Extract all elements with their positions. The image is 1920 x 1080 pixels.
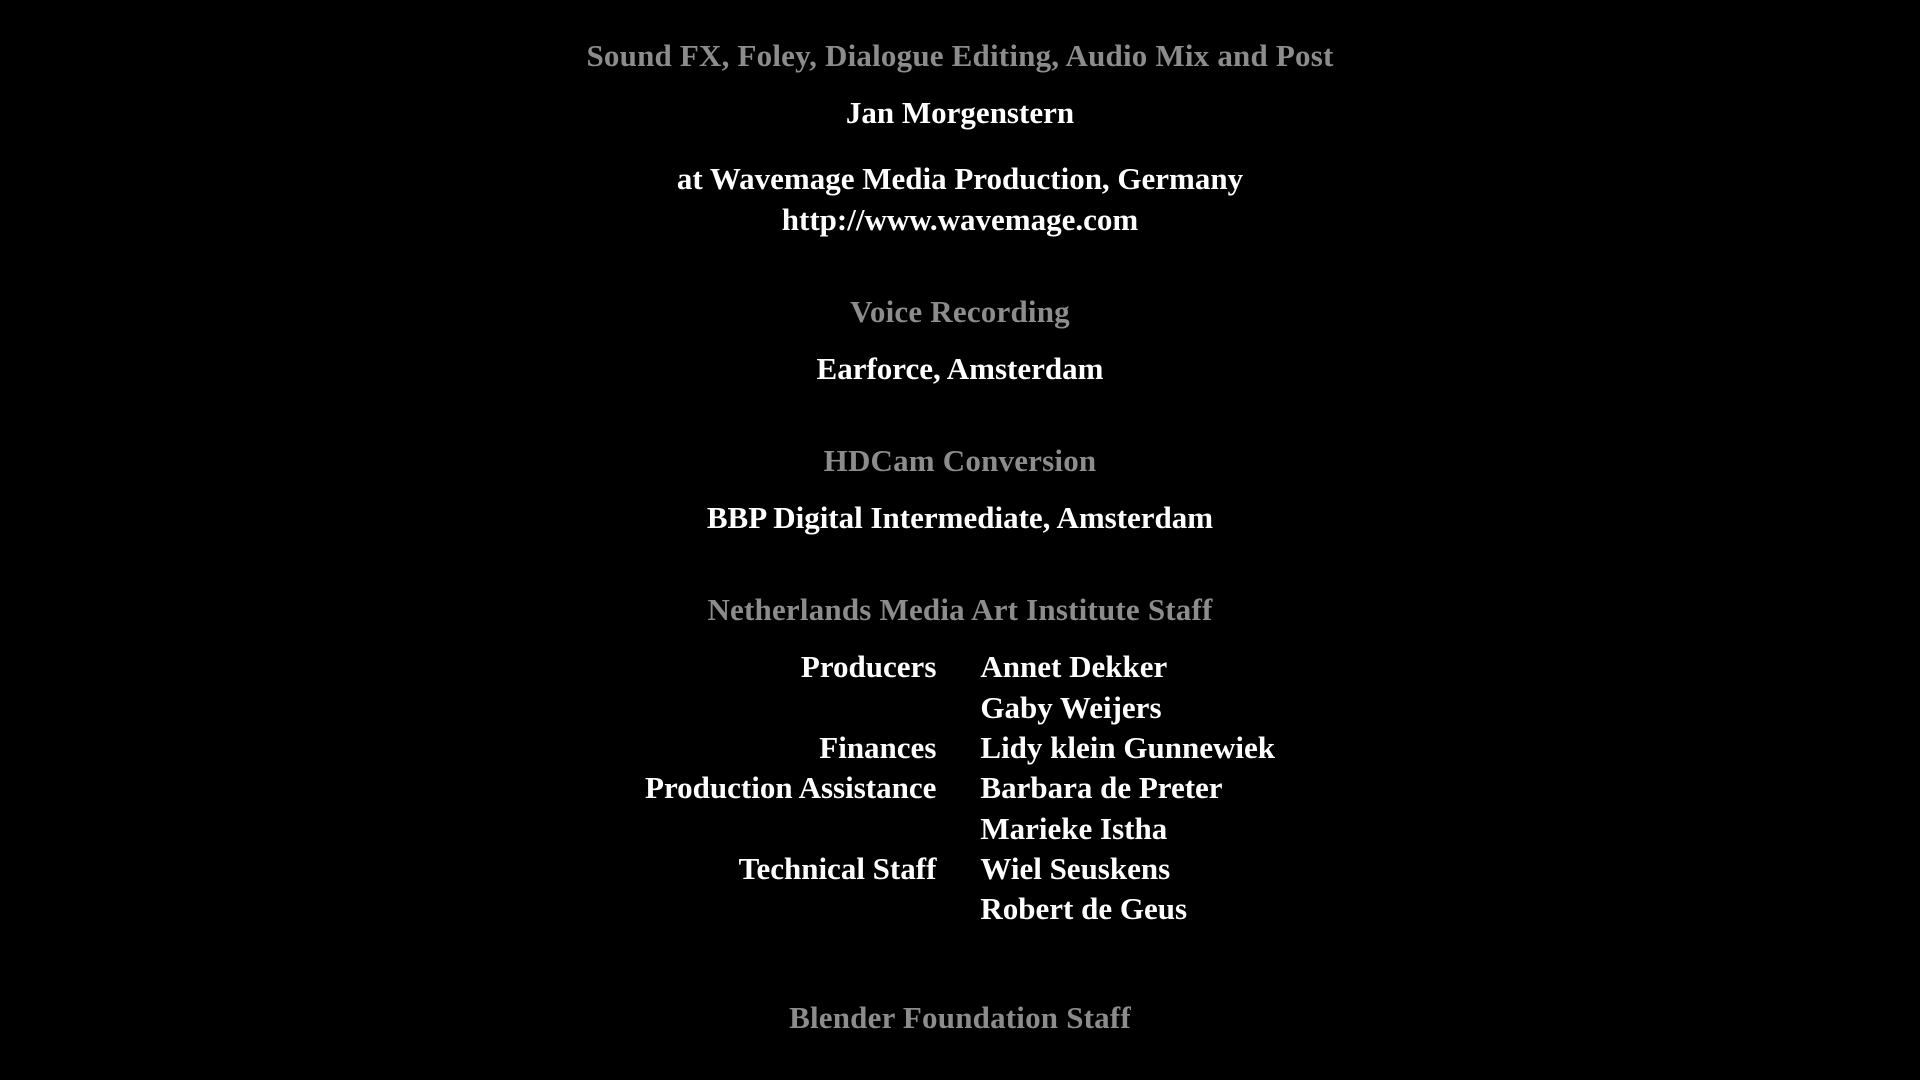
role-label: Finances bbox=[819, 730, 937, 766]
credit-line-url: http://www.wavemage.com bbox=[781, 201, 1139, 237]
table-row bbox=[645, 688, 1275, 728]
credit-line: Jan Morgenstern bbox=[845, 95, 1075, 130]
role-label: Producers bbox=[800, 649, 937, 685]
role-label-empty bbox=[645, 809, 980, 849]
role-name-table bbox=[645, 647, 1275, 929]
section-title: Blender Foundation Staff bbox=[789, 999, 1131, 1035]
spacer bbox=[0, 538, 1920, 594]
person-name: Barbara de Preter bbox=[980, 770, 1223, 806]
spacer bbox=[0, 389, 1920, 445]
section-title: Sound FX, Foley, Dialogue Editing, Audio Mix and Post bbox=[586, 38, 1334, 73]
credit-line: BBP Digital Intermediate, Amsterdam bbox=[706, 500, 1214, 536]
person-name: Marieke Istha bbox=[980, 810, 1168, 846]
role-label: Production Assistance bbox=[645, 770, 937, 806]
person-name: Gaby Weijers bbox=[980, 689, 1162, 725]
person-name: Annet Dekker bbox=[980, 649, 1168, 685]
credits-section-hdcam-conversion bbox=[0, 445, 1920, 538]
spacer bbox=[0, 240, 1920, 296]
section-title: HDCam Conversion bbox=[823, 443, 1097, 479]
person-name: Lidy klein Gunnewiek bbox=[980, 730, 1275, 766]
table-row bbox=[645, 889, 1275, 929]
person-name: Wiel Seuskens bbox=[980, 850, 1171, 886]
section-title: Voice Recording bbox=[850, 293, 1070, 329]
spacer bbox=[0, 930, 1920, 1002]
table-row bbox=[645, 728, 1275, 768]
credits-section-blender-foundation-staff bbox=[0, 999, 1920, 1035]
credits-section-nmai-staff bbox=[0, 594, 1920, 929]
spacer bbox=[0, 133, 1920, 159]
credits-section-sound-fx bbox=[0, 40, 1920, 240]
section-title: Netherlands Media Art Institute Staff bbox=[707, 592, 1213, 628]
table-row bbox=[645, 809, 1275, 849]
credits-section-voice-recording bbox=[0, 293, 1920, 389]
role-label-empty bbox=[645, 688, 980, 728]
credit-line: Earforce, Amsterdam bbox=[816, 350, 1104, 386]
table-row bbox=[645, 647, 1275, 687]
person-name: Robert de Geus bbox=[980, 891, 1188, 927]
credit-line: at Wavemage Media Production, Germany bbox=[676, 161, 1244, 197]
role-label-empty bbox=[645, 889, 980, 929]
role-label: Technical Staff bbox=[738, 850, 937, 886]
table-row bbox=[645, 768, 1275, 808]
table-row bbox=[645, 849, 1275, 889]
